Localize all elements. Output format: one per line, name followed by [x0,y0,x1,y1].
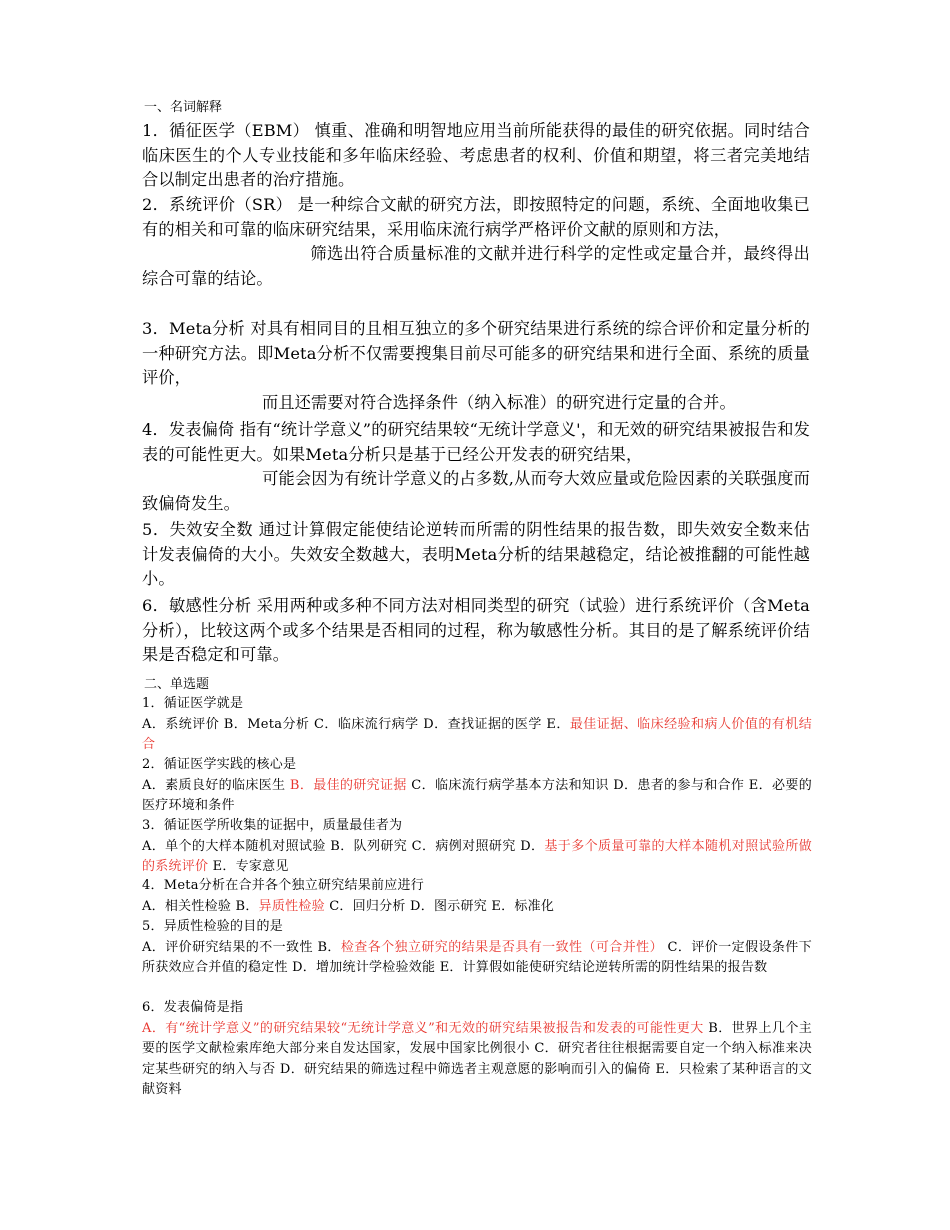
section-title-single-choice: 二、单选题 [144,677,210,692]
definition-sensitivity-analysis [142,594,810,668]
question-stem: 1．循证医学就是 [142,696,244,711]
correct-answer: 最佳证据、临床经验和病人价值的有机结合 [142,716,812,752]
definition-sr [142,193,810,291]
term-heading: 2．系统评价（SR） [142,195,298,214]
term-heading: 6．敏感性分析 [142,596,257,615]
question-6 [142,998,812,1101]
question-4 [142,876,812,917]
options-text-after: C．回归分析 D．图示研究 E．标准化 [324,898,555,914]
term-text: 通过计算假定能使结论逆转而所需的阴性结果的报告数，即失效安全数来估计发表偏倚的大小。失效安全数越大，表明Meta分析的结果越稳定，结论被推翻的可能性越小。 [142,520,810,588]
correct-answer: 检查各个独立研究的结果是否具有一致性（可合并性） [340,939,663,955]
question-5 [142,917,812,979]
question-options [142,837,812,878]
definition-ebm [142,119,810,193]
question-2 [142,755,812,817]
question-options [142,1019,812,1101]
term-text: 采用两种或多种不同方法对相同类型的研究（试验）进行系统评价（含Meta分析），比较这两个或多个结果是否相同的过程，称为敏感性分析。其目的是了解系统评价结果是否稳定和可靠。 [142,596,810,664]
term-text-continued: 筛选出符合质量标准的文献并进行科学的定性或定量合并，最终得出综合可靠的结论。 [142,244,810,288]
correct-answer: 异质性检验 [258,898,325,914]
question-options [142,776,812,817]
term-text-continued: 可能会因为有统计学意义的占多数,从而夸大效应量或危险因素的关联强度而致偏倚发生。 [142,469,810,513]
section-title-definitions: 一、名词解释 [144,100,223,115]
question-options [142,715,812,756]
question-stem: 2．循证医学实践的核心是 [142,757,297,772]
term-heading: 4．发表偏倚 [142,420,240,439]
term-heading: 3．Meta分析 [142,319,251,338]
term-text: 慎重、准确和明智地应用当前所能获得的最佳的研究依据。同时结合临床医生的个人专业技能和多年临床经验、考虑患者的权利、价值和期望，将三者完美地结合以制定出患者的治疗措施。 [142,121,811,189]
options-text-after: B．世界上几个主要的医学文献检索库绝大部分来自发达国家，发展中国家比例很小 C．研究者往往根据需要自定一个纳入标准来决定某些研究的纳入与否 D．研究结果的筛选过程中筛选者主观意愿的影响而引入的偏倚 E．只检索了某种语言的文献资料 [142,1020,812,1097]
term-heading: 1．循征医学（EBM） [142,121,315,140]
correct-answer: 基于多个质量可靠的大样本随机对照试验所做的系统评价 [142,838,812,874]
question-stem: 5．异质性检验的目的是 [142,919,284,934]
question-stem: 6．发表偏倚是指 [142,1000,244,1015]
question-stem: 3．循证医学所收集的证据中，质量最佳者为 [142,818,403,833]
question-1 [142,694,812,756]
options-text: A．素质良好的临床医生 [142,777,290,793]
correct-answer: A．有“统计学意义”的研究结果较“无统计学意义”和无效的研究结果被报告和发表的可能性更大 [142,1020,704,1036]
term-text: 对具有相同目的且相互独立的多个研究结果进行系统的综合评价和定量分析的一种研究方法。即Meta分析不仅需要搜集目前尽可能多的研究结果和进行全面、系统的质量评价， [142,319,810,387]
term-text-continued: 而且还需要对符合选择条件（纳入标准）的研究进行定量的合并。 [262,392,736,412]
term-text: 是一种综合文献的研究方法，即按照特定的问题，系统、全面地收集已有的相关和可靠的临床研究结果，采用临床流行病学严格评价文献的原则和方法， [142,195,810,239]
question-3 [142,816,812,878]
options-text-after: C．临床流行病学基本方法和知识 D．患者的参与和合作 E．必要的医疗环境和条件 [142,777,812,813]
question-options [142,938,812,979]
options-text-after: C．评价一定假设条件下所获效应合并值的稳定性 D．增加统计学检验效能 E．计算假如能使研究结论逆转所需的阴性结果的报告数 [142,939,812,975]
options-text: A．评价研究结果的不一致性 B． [142,939,341,955]
options-text: A．单个的大样本随机对照试验 B．队列研究 C．病例对照研究 D． [142,838,545,854]
options-text: A．相关性检验 B． [142,898,259,914]
options-text: A．系统评价 B．Meta分析 C．临床流行病学 D．查找证据的医学 E． [142,716,570,732]
correct-answer: B．最佳的研究证据 [289,777,407,793]
question-stem: 4．Meta分析在合并各个独立研究结果前应进行 [142,878,425,893]
question-options [142,897,812,918]
definition-meta-analysis [142,317,810,415]
definition-publication-bias [142,418,810,516]
term-heading: 5．失效安全数 [142,520,259,539]
definition-fail-safe-number [142,518,810,592]
term-text: 指有“统计学意义”的研究结果较“无统计学意义'，和无效的研究结果被报告和发表的可能性更大。如果Meta分析只是基于已经公开发表的研究结果， [142,420,810,464]
options-text-after: E．专家意见 [208,859,289,874]
